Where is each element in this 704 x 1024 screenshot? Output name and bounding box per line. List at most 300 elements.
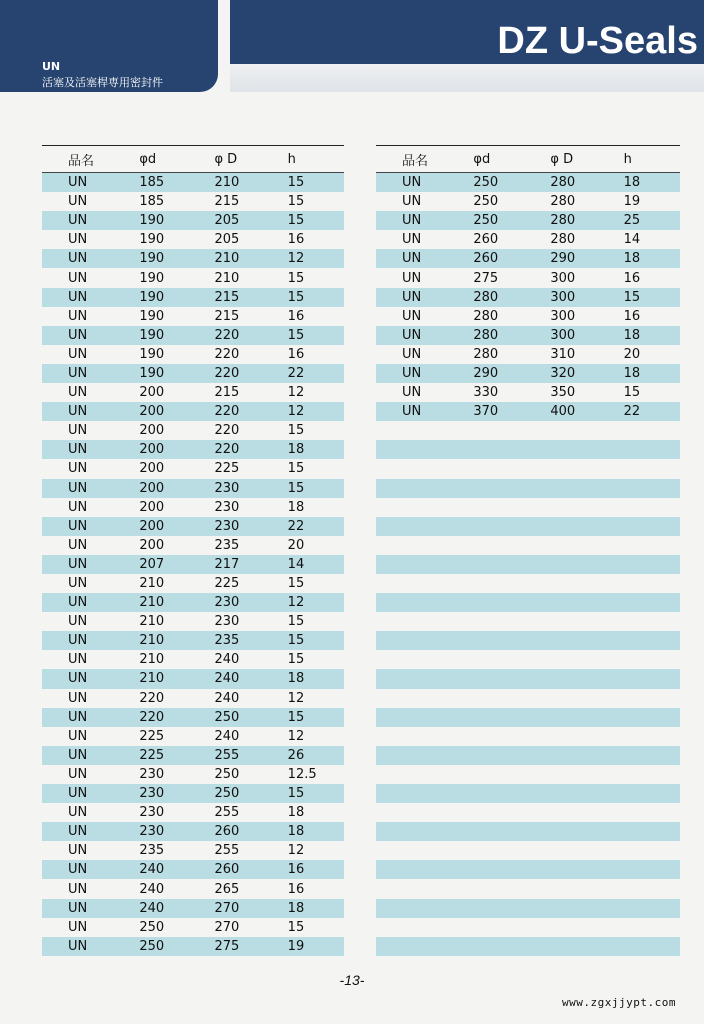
cell-height: 15	[287, 633, 305, 649]
cell-name: UN	[402, 175, 422, 191]
cell-name: UN	[402, 385, 422, 401]
table-row	[42, 860, 344, 879]
cell-name: UN	[68, 556, 88, 572]
cell-name: UN	[68, 576, 88, 592]
cell-height: 12	[287, 404, 305, 420]
cell-inner-diameter: 250	[139, 919, 165, 935]
cell-height: 22	[287, 365, 305, 381]
cell-outer-diameter: 225	[214, 576, 240, 592]
col-inner-diameter: φd	[139, 151, 157, 167]
table-row	[42, 307, 344, 326]
cell-height: 19	[287, 938, 305, 954]
cell-height: 15	[287, 480, 305, 496]
table-row	[376, 288, 680, 307]
cell-inner-diameter: 250	[473, 213, 499, 229]
table-row	[376, 364, 680, 383]
cell-inner-diameter: 200	[139, 499, 165, 515]
table-row	[42, 498, 344, 517]
cell-name: UN	[68, 194, 88, 210]
cell-outer-diameter: 210	[214, 270, 240, 286]
cell-height: 12.5	[287, 766, 317, 782]
cell-height: 18	[623, 327, 641, 343]
right-table-body	[376, 173, 680, 956]
cell-height: 15	[287, 194, 305, 210]
cell-name: UN	[68, 175, 88, 191]
cell-name: UN	[68, 938, 88, 954]
cell-outer-diameter: 220	[214, 442, 240, 458]
cell-height: 18	[287, 671, 305, 687]
cell-outer-diameter: 320	[550, 365, 576, 381]
cell-outer-diameter: 240	[214, 728, 240, 744]
cell-height: 18	[623, 175, 641, 191]
cell-name: UN	[68, 690, 88, 706]
cell-inner-diameter: 225	[139, 747, 165, 763]
cell-inner-diameter: 185	[139, 194, 165, 210]
cell-inner-diameter: 250	[139, 938, 165, 954]
cell-inner-diameter: 190	[139, 365, 165, 381]
cell-name: UN	[68, 461, 88, 477]
cell-name: UN	[402, 270, 422, 286]
table-row	[376, 421, 680, 440]
cell-height: 15	[287, 327, 305, 343]
table-header	[42, 145, 344, 173]
cell-name: UN	[68, 766, 88, 782]
col-inner-diameter: φd	[473, 151, 491, 167]
cell-height: 18	[287, 442, 305, 458]
table-row	[42, 440, 344, 459]
table-row	[376, 307, 680, 326]
cell-outer-diameter: 300	[550, 270, 576, 286]
cell-outer-diameter: 220	[214, 346, 240, 362]
cell-inner-diameter: 260	[473, 251, 499, 267]
cell-height: 16	[287, 881, 305, 897]
cell-inner-diameter: 235	[139, 843, 165, 859]
cell-height: 20	[287, 537, 305, 553]
cell-outer-diameter: 260	[214, 862, 240, 878]
cell-height: 15	[287, 289, 305, 305]
table-row	[376, 440, 680, 459]
col-outer-diameter: φ D	[550, 151, 574, 167]
product-code: UN	[42, 60, 61, 73]
table-row	[376, 173, 680, 192]
page-title: DZ U-Seals	[497, 20, 698, 62]
cell-outer-diameter: 255	[214, 805, 240, 821]
cell-outer-diameter: 225	[214, 461, 240, 477]
cell-outer-diameter: 230	[214, 480, 240, 496]
cell-outer-diameter: 230	[214, 614, 240, 630]
table-row	[42, 784, 344, 803]
table-row	[376, 650, 680, 669]
table-row	[376, 479, 680, 498]
cell-name: UN	[402, 404, 422, 420]
cell-outer-diameter: 300	[550, 327, 576, 343]
cell-height: 22	[287, 518, 305, 534]
cell-name: UN	[68, 843, 88, 859]
cell-name: UN	[68, 633, 88, 649]
cell-inner-diameter: 210	[139, 652, 165, 668]
cell-name: UN	[68, 862, 88, 878]
cell-inner-diameter: 200	[139, 537, 165, 553]
cell-outer-diameter: 215	[214, 308, 240, 324]
table-row	[42, 918, 344, 937]
cell-name: UN	[68, 709, 88, 725]
col-outer-diameter: φ D	[214, 151, 238, 167]
cell-height: 26	[287, 747, 305, 763]
table-row	[42, 937, 344, 956]
cell-height: 18	[623, 251, 641, 267]
table-row	[42, 727, 344, 746]
col-height: h	[287, 151, 296, 167]
table-row	[42, 708, 344, 727]
cell-outer-diameter: 215	[214, 385, 240, 401]
cell-inner-diameter: 250	[473, 175, 499, 191]
cell-outer-diameter: 270	[214, 900, 240, 916]
table-row	[42, 689, 344, 708]
cell-name: UN	[68, 213, 88, 229]
table-row	[42, 879, 344, 898]
table-row	[376, 345, 680, 364]
cell-height: 12	[287, 690, 305, 706]
table-row	[42, 593, 344, 612]
table-row	[376, 612, 680, 631]
table-row	[376, 593, 680, 612]
cell-inner-diameter: 200	[139, 480, 165, 496]
cell-height: 15	[623, 385, 641, 401]
cell-inner-diameter: 290	[473, 365, 499, 381]
cell-inner-diameter: 200	[139, 385, 165, 401]
cell-outer-diameter: 220	[214, 327, 240, 343]
cell-outer-diameter: 280	[550, 194, 576, 210]
table-row	[42, 421, 344, 440]
cell-outer-diameter: 260	[214, 824, 240, 840]
cell-outer-diameter: 250	[214, 709, 240, 725]
table-row	[376, 784, 680, 803]
table-row	[376, 517, 680, 536]
table-row	[42, 345, 344, 364]
table-row	[42, 230, 344, 249]
cell-name: UN	[68, 346, 88, 362]
cell-inner-diameter: 210	[139, 576, 165, 592]
cell-inner-diameter: 260	[473, 232, 499, 248]
left-table	[42, 145, 344, 956]
table-row	[42, 192, 344, 211]
table-row	[42, 459, 344, 478]
cell-height: 15	[287, 175, 305, 191]
cell-name: UN	[402, 194, 422, 210]
cell-outer-diameter: 300	[550, 308, 576, 324]
cell-inner-diameter: 190	[139, 251, 165, 267]
cell-outer-diameter: 215	[214, 289, 240, 305]
cell-outer-diameter: 217	[214, 556, 240, 572]
cell-inner-diameter: 210	[139, 633, 165, 649]
table-row	[42, 326, 344, 345]
cell-height: 16	[287, 346, 305, 362]
cell-outer-diameter: 250	[214, 766, 240, 782]
table-row	[376, 841, 680, 860]
cell-name: UN	[68, 327, 88, 343]
cell-inner-diameter: 190	[139, 346, 165, 362]
cell-height: 16	[287, 232, 305, 248]
cell-name: UN	[402, 289, 422, 305]
cell-inner-diameter: 190	[139, 232, 165, 248]
table-row	[376, 211, 680, 230]
table-row	[376, 249, 680, 268]
cell-name: UN	[68, 805, 88, 821]
cell-height: 22	[623, 404, 641, 420]
table-row	[42, 650, 344, 669]
table-row	[376, 669, 680, 688]
cell-height: 15	[287, 576, 305, 592]
cell-name: UN	[68, 423, 88, 439]
cell-name: UN	[68, 499, 88, 515]
cell-name: UN	[68, 595, 88, 611]
cell-inner-diameter: 230	[139, 824, 165, 840]
cell-height: 12	[287, 595, 305, 611]
cell-inner-diameter: 185	[139, 175, 165, 191]
table-row	[42, 211, 344, 230]
cell-inner-diameter: 240	[139, 881, 165, 897]
cell-name: UN	[402, 213, 422, 229]
cell-outer-diameter: 230	[214, 518, 240, 534]
table-row	[42, 383, 344, 402]
cell-outer-diameter: 270	[214, 919, 240, 935]
cell-name: UN	[402, 232, 422, 248]
cell-inner-diameter: 200	[139, 461, 165, 477]
cell-height: 16	[287, 862, 305, 878]
table-row	[376, 899, 680, 918]
table-row	[42, 173, 344, 192]
cell-height: 18	[287, 824, 305, 840]
left-table-body	[42, 173, 344, 956]
cell-name: UN	[68, 232, 88, 248]
cell-height: 16	[287, 308, 305, 324]
table-row	[42, 288, 344, 307]
table-row	[376, 727, 680, 746]
cell-outer-diameter: 205	[214, 213, 240, 229]
cell-inner-diameter: 230	[139, 766, 165, 782]
table-row	[42, 631, 344, 650]
cell-outer-diameter: 215	[214, 194, 240, 210]
cell-height: 19	[623, 194, 641, 210]
cell-inner-diameter: 280	[473, 346, 499, 362]
table-row	[376, 822, 680, 841]
cell-inner-diameter: 200	[139, 423, 165, 439]
cell-name: UN	[68, 537, 88, 553]
table-row	[42, 803, 344, 822]
cell-inner-diameter: 225	[139, 728, 165, 744]
cell-height: 15	[287, 614, 305, 630]
table-row	[42, 364, 344, 383]
table-row	[42, 574, 344, 593]
cell-outer-diameter: 280	[550, 232, 576, 248]
cell-height: 15	[287, 213, 305, 229]
right-table	[376, 145, 680, 956]
cell-inner-diameter: 190	[139, 289, 165, 305]
website-watermark: www.zgxjjypt.com	[562, 996, 676, 1009]
table-row	[376, 230, 680, 249]
header-right-block	[230, 0, 704, 64]
cell-name: UN	[68, 614, 88, 630]
cell-name: UN	[68, 385, 88, 401]
cell-outer-diameter: 310	[550, 346, 576, 362]
cell-outer-diameter: 210	[214, 251, 240, 267]
cell-inner-diameter: 220	[139, 709, 165, 725]
table-row	[376, 192, 680, 211]
table-row	[42, 612, 344, 631]
cell-outer-diameter: 265	[214, 881, 240, 897]
cell-height: 15	[287, 270, 305, 286]
table-row	[42, 479, 344, 498]
table-row	[42, 899, 344, 918]
cell-name: UN	[68, 404, 88, 420]
table-row	[376, 402, 680, 421]
cell-name: UN	[68, 365, 88, 381]
table-row	[42, 746, 344, 765]
cell-name: UN	[68, 251, 88, 267]
cell-height: 14	[623, 232, 641, 248]
cell-inner-diameter: 330	[473, 385, 499, 401]
cell-inner-diameter: 230	[139, 805, 165, 821]
table-row	[42, 765, 344, 784]
cell-height: 15	[287, 919, 305, 935]
table-row	[376, 326, 680, 345]
cell-inner-diameter: 210	[139, 671, 165, 687]
cell-height: 16	[623, 270, 641, 286]
cell-height: 18	[623, 365, 641, 381]
header-left-block	[0, 0, 218, 92]
cell-name: UN	[68, 824, 88, 840]
cell-name: UN	[402, 365, 422, 381]
cell-inner-diameter: 200	[139, 518, 165, 534]
cell-name: UN	[68, 270, 88, 286]
cell-height: 12	[287, 251, 305, 267]
cell-name: UN	[68, 786, 88, 802]
cell-name: UN	[402, 251, 422, 267]
cell-outer-diameter: 220	[214, 404, 240, 420]
cell-outer-diameter: 250	[214, 786, 240, 802]
cell-outer-diameter: 210	[214, 175, 240, 191]
cell-name: UN	[68, 671, 88, 687]
table-row	[376, 860, 680, 879]
table-row	[376, 555, 680, 574]
col-name: 品名	[402, 153, 429, 169]
col-name: 品名	[68, 153, 95, 169]
cell-height: 12	[287, 728, 305, 744]
cell-outer-diameter: 300	[550, 289, 576, 305]
table-row	[42, 268, 344, 287]
cell-inner-diameter: 280	[473, 327, 499, 343]
table-row	[42, 249, 344, 268]
table-row	[376, 765, 680, 784]
cell-inner-diameter: 190	[139, 327, 165, 343]
table-row	[376, 708, 680, 727]
table-row	[376, 918, 680, 937]
cell-inner-diameter: 200	[139, 404, 165, 420]
table-row	[376, 498, 680, 517]
table-row	[42, 822, 344, 841]
cell-inner-diameter: 280	[473, 308, 499, 324]
cell-name: UN	[402, 346, 422, 362]
cell-name: UN	[402, 327, 422, 343]
cell-name: UN	[68, 728, 88, 744]
cell-inner-diameter: 190	[139, 308, 165, 324]
cell-height: 18	[287, 805, 305, 821]
table-header	[376, 145, 680, 173]
cell-name: UN	[68, 900, 88, 916]
cell-height: 20	[623, 346, 641, 362]
table-row	[376, 574, 680, 593]
cell-outer-diameter: 280	[550, 175, 576, 191]
cell-inner-diameter: 220	[139, 690, 165, 706]
page-number: -13-	[339, 972, 365, 988]
table-row	[376, 268, 680, 287]
cell-height: 25	[623, 213, 641, 229]
table-row	[376, 689, 680, 708]
cell-outer-diameter: 205	[214, 232, 240, 248]
cell-outer-diameter: 275	[214, 938, 240, 954]
cell-name: UN	[68, 518, 88, 534]
cell-outer-diameter: 230	[214, 499, 240, 515]
cell-height: 15	[287, 423, 305, 439]
cell-outer-diameter: 240	[214, 690, 240, 706]
cell-height: 14	[287, 556, 305, 572]
table-row	[376, 879, 680, 898]
cell-inner-diameter: 190	[139, 270, 165, 286]
cell-inner-diameter: 190	[139, 213, 165, 229]
cell-height: 12	[287, 385, 305, 401]
cell-outer-diameter: 240	[214, 652, 240, 668]
product-subtitle: 活塞及活塞桿専用密封件	[42, 76, 163, 89]
cell-outer-diameter: 220	[214, 423, 240, 439]
table-row	[376, 746, 680, 765]
table-row	[42, 517, 344, 536]
cell-inner-diameter: 210	[139, 595, 165, 611]
cell-name: UN	[68, 289, 88, 305]
cell-outer-diameter: 240	[214, 671, 240, 687]
table-row	[376, 459, 680, 478]
header-band	[230, 64, 704, 92]
cell-height: 15	[287, 709, 305, 725]
cell-inner-diameter: 207	[139, 556, 165, 572]
cell-height: 16	[623, 308, 641, 324]
cell-name: UN	[68, 308, 88, 324]
cell-outer-diameter: 290	[550, 251, 576, 267]
cell-height: 15	[287, 652, 305, 668]
table-row	[42, 536, 344, 555]
cell-height: 15	[287, 461, 305, 477]
cell-inner-diameter: 280	[473, 289, 499, 305]
cell-outer-diameter: 350	[550, 385, 576, 401]
cell-inner-diameter: 230	[139, 786, 165, 802]
cell-height: 15	[287, 786, 305, 802]
cell-inner-diameter: 275	[473, 270, 499, 286]
table-row	[42, 841, 344, 860]
table-row	[42, 669, 344, 688]
table-row	[376, 937, 680, 956]
cell-inner-diameter: 200	[139, 442, 165, 458]
cell-name: UN	[402, 308, 422, 324]
table-row	[42, 555, 344, 574]
table-row	[376, 383, 680, 402]
col-height: h	[623, 151, 632, 167]
cell-outer-diameter: 235	[214, 537, 240, 553]
table-row	[376, 803, 680, 822]
table-row	[42, 402, 344, 421]
cell-outer-diameter: 255	[214, 747, 240, 763]
cell-outer-diameter: 230	[214, 595, 240, 611]
cell-height: 18	[287, 499, 305, 515]
cell-inner-diameter: 210	[139, 614, 165, 630]
